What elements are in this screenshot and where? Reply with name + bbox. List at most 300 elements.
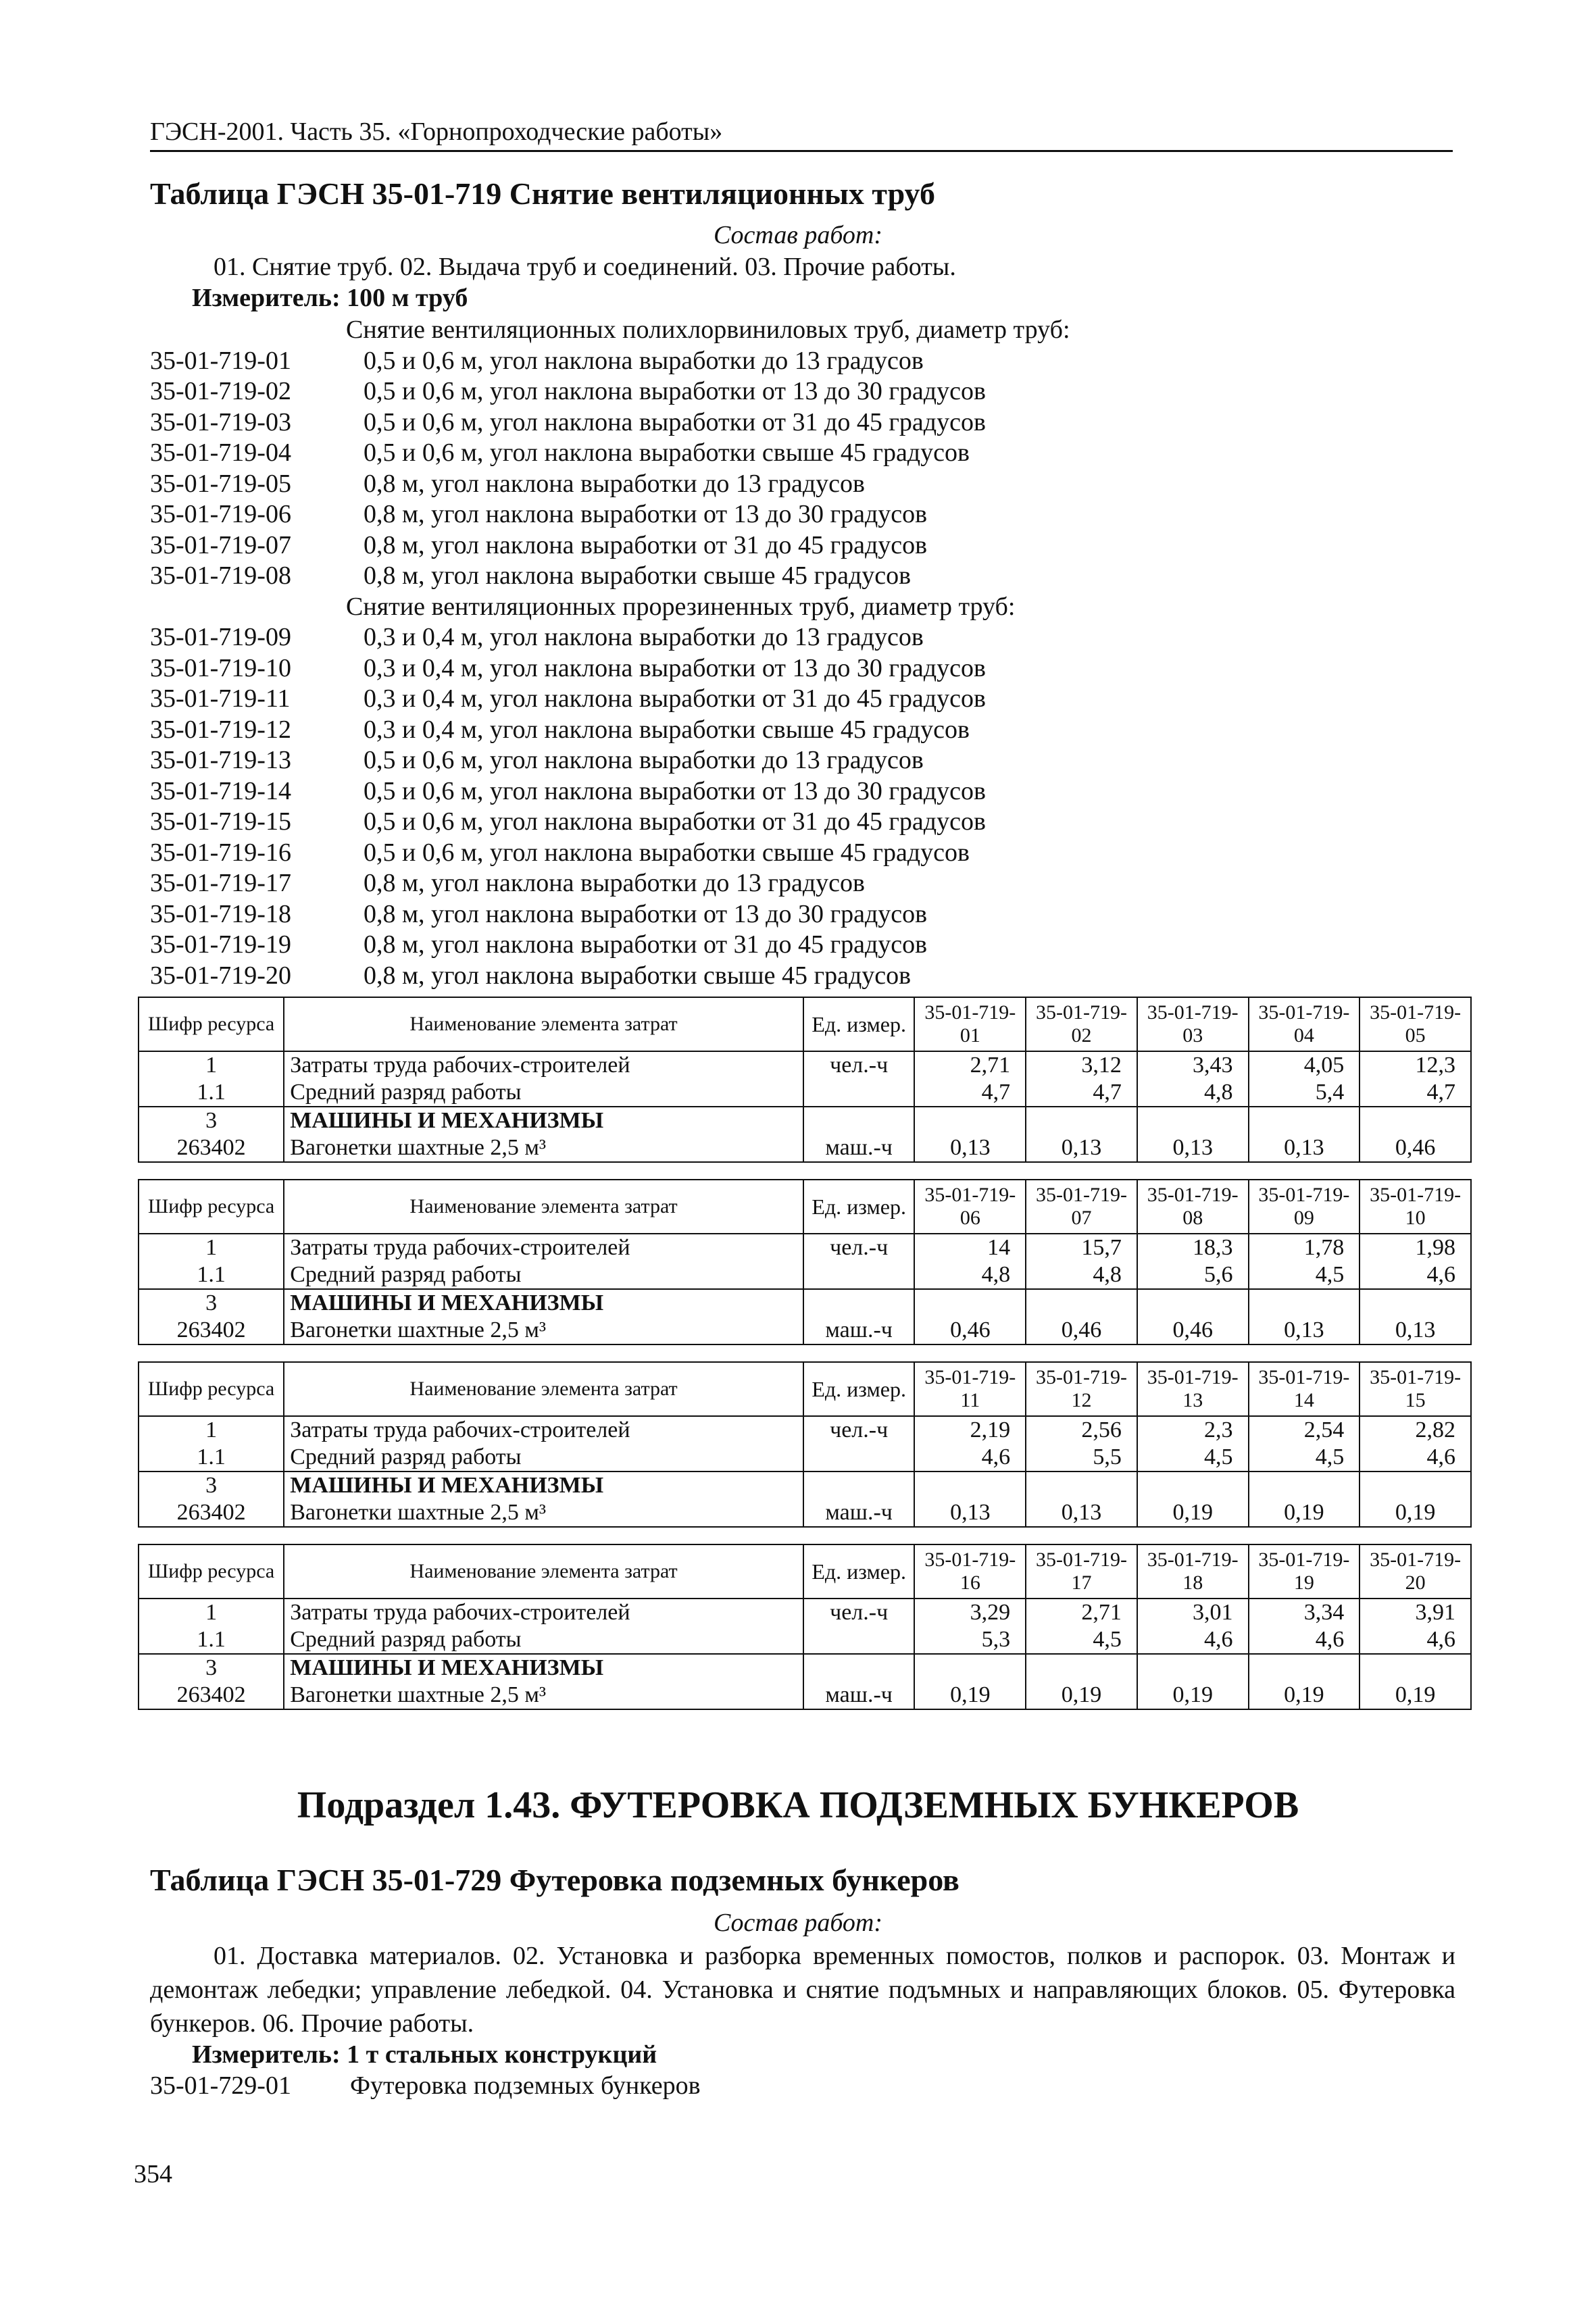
machines-row [139, 1472, 1471, 1527]
labor-value: 3,91 [1415, 1600, 1455, 1625]
unit-cell [803, 1234, 915, 1289]
resource-code-cell [139, 1472, 284, 1527]
wagon-value: 0,13 [950, 1135, 991, 1160]
grade-value: 4,8 [1204, 1080, 1233, 1105]
code-item [150, 407, 1434, 438]
resource-code-cell [139, 1107, 284, 1162]
header-resource-code: Шифр ресурса [139, 1180, 284, 1234]
measure-unit: Измеритель: 1 т стальных конструкций [192, 2040, 657, 2069]
value-empty [1360, 1290, 1470, 1317]
code-item [150, 715, 1434, 746]
grade-value: 4,6 [1204, 1627, 1233, 1652]
labor-value: 2,3 [1204, 1417, 1233, 1442]
machines-heading: МАШИНЫ И МЕХАНИЗМЫ [290, 1655, 604, 1680]
value-cell [914, 1107, 1026, 1162]
value-cell [914, 1234, 1026, 1289]
resource-code-cell [139, 1599, 284, 1654]
resource-code: 1 [205, 1600, 218, 1625]
item-description: 0,8 м, угол наклона выработки от 31 до 45 градусов [364, 530, 928, 559]
wagon-value: 0,46 [1172, 1317, 1213, 1342]
wagon-value: 0,19 [950, 1682, 991, 1707]
machines-heading: МАШИНЫ И МЕХАНИЗМЫ [290, 1108, 604, 1133]
unit-cell [803, 1051, 915, 1107]
resource-code-cell [139, 1289, 284, 1344]
item-code: 35-01-719-13 [150, 746, 291, 774]
element-name-cell [284, 1654, 803, 1709]
code-item [150, 807, 1434, 838]
code-item [150, 961, 1434, 992]
header-norm-code: 35-01-719-17 [1026, 1544, 1137, 1599]
header-norm-code: 35-01-719-04 [1249, 997, 1360, 1051]
element-name-cell [284, 1416, 803, 1472]
element-name-cell [284, 1051, 803, 1107]
unit: маш.-ч [825, 1500, 893, 1525]
resource-code: 263402 [176, 1135, 246, 1160]
unit-empty [804, 1107, 914, 1134]
value-empty [1360, 1472, 1470, 1499]
item-code: 35-01-719-17 [150, 869, 291, 897]
unit: чел.-ч [830, 1235, 889, 1260]
resource-code: 263402 [176, 1317, 246, 1342]
value-empty [1026, 1107, 1137, 1134]
header-element-name: Наименование элемента затрат [284, 997, 803, 1051]
value-cell [1026, 1472, 1137, 1527]
table-header-row [139, 997, 1471, 1051]
wagon-value: 0,13 [1284, 1317, 1324, 1342]
item-code: 35-01-719-16 [150, 838, 291, 867]
item-code: 35-01-719-08 [150, 561, 291, 590]
header-norm-code: 35-01-719-05 [1360, 997, 1471, 1051]
grade-value: 5,3 [981, 1627, 1011, 1652]
resource-code-cell [139, 1654, 284, 1709]
value-cell [1137, 1107, 1249, 1162]
item-code: 35-01-719-10 [150, 653, 291, 682]
wagon-value: 0,13 [1061, 1500, 1102, 1525]
value-empty [1249, 1107, 1360, 1134]
value-cell [914, 1416, 1026, 1472]
item-code: 35-01-719-06 [150, 500, 291, 528]
labor-row [139, 1051, 1471, 1107]
code-item [150, 346, 1434, 377]
resource-code: 3 [205, 1290, 218, 1315]
code-list [150, 315, 1434, 991]
unit: маш.-ч [825, 1135, 893, 1160]
header-norm-code: 35-01-719-16 [914, 1544, 1026, 1599]
unit-empty [804, 1290, 914, 1317]
unit: маш.-ч [825, 1317, 893, 1342]
header-norm-code: 35-01-719-13 [1137, 1362, 1249, 1416]
value-empty [915, 1472, 1025, 1499]
value-empty [1138, 1472, 1248, 1499]
code-item [150, 899, 1434, 930]
value-cell [1137, 1289, 1249, 1344]
grade-value: 4,5 [1315, 1262, 1345, 1287]
item-code: 35-01-719-14 [150, 776, 291, 805]
resource-code: 3 [205, 1108, 218, 1133]
item-description: 0,5 и 0,6 м, угол наклона выработки свыше 45 градусов [364, 838, 970, 867]
measure-unit: Измеритель: 100 м труб [192, 284, 468, 312]
value-cell [1249, 1599, 1360, 1654]
resource-code: 1.1 [197, 1444, 226, 1469]
unit-cell [803, 1416, 915, 1472]
unit-cell [803, 1599, 915, 1654]
wagon-value: 0,46 [1395, 1135, 1436, 1160]
resource-code-cell [139, 1051, 284, 1107]
header-resource-code: Шифр ресурса [139, 1362, 284, 1416]
value-empty [1138, 1107, 1248, 1134]
value-cell [1249, 1107, 1360, 1162]
value-cell [1360, 1416, 1471, 1472]
labor-value: 2,19 [970, 1417, 1011, 1442]
element-name: Вагонетки шахтные 2,5 м³ [290, 1500, 547, 1525]
unit-empty [804, 1472, 914, 1499]
item-description: 0,5 и 0,6 м, угол наклона выработки до 13 градусов [364, 346, 924, 375]
item-code: 35-01-719-01 [150, 346, 291, 375]
grade-value: 4,7 [1093, 1080, 1122, 1105]
item-code: 35-01-719-15 [150, 807, 291, 836]
header-norm-code: 35-01-719-01 [914, 997, 1026, 1051]
item-code: 35-01-719-20 [150, 961, 291, 990]
item-description: 0,8 м, угол наклона выработки свыше 45 градусов [364, 561, 912, 590]
header-norm-code: 35-01-719-19 [1249, 1544, 1360, 1599]
running-header: ГЭСН-2001. Часть 35. «Горнопроходческие работы» [150, 116, 1453, 152]
wagon-value: 0,19 [1395, 1682, 1436, 1707]
value-cell [1026, 1289, 1137, 1344]
composition-label: Состав работ: [713, 221, 883, 249]
item-code: 35-01-719-18 [150, 899, 291, 928]
wagon-value: 0,19 [1284, 1500, 1324, 1525]
composition-text: 01. Доставка материалов. 02. Установка и разборка временных помостов, полков и распорок. 03. Монтаж и демонтаж лебедки; управление лебедкой. 04. Установка и снятие подъмных и направляющих блоков. 05. Футеровка бункеров. 06. Прочие работы. [150, 1942, 1455, 2038]
item-code: 35-01-719-02 [150, 377, 291, 405]
value-empty [915, 1107, 1025, 1134]
item-description: 0,3 и 0,4 м, угол наклона выработки свыше 45 градусов [364, 715, 970, 744]
value-cell [1249, 1472, 1360, 1527]
table-title: Таблица ГЭСН 35-01-719 Снятие вентиляционных труб [150, 176, 935, 211]
element-name: Средний разряд работы [290, 1444, 522, 1469]
header-resource-code: Шифр ресурса [139, 1544, 284, 1599]
value-cell [1137, 1654, 1249, 1709]
value-cell [1360, 1107, 1471, 1162]
table-header-row [139, 1180, 1471, 1234]
item-description: 0,5 и 0,6 м, угол наклона выработки от 31 до 45 градусов [364, 807, 986, 836]
code-item [150, 530, 1434, 561]
header-norm-code: 35-01-719-02 [1026, 997, 1137, 1051]
resource-code: 1 [205, 1235, 218, 1260]
code-item [150, 684, 1434, 715]
item-code: 35-01-719-04 [150, 438, 291, 467]
value-cell [1249, 1051, 1360, 1107]
resource-code: 3 [205, 1473, 218, 1498]
item-description: 0,5 и 0,6 м, угол наклона выработки от 13 до 30 градусов [364, 377, 986, 405]
value-cell [1137, 1472, 1249, 1527]
value-cell [1026, 1051, 1137, 1107]
grade-value: 4,8 [1093, 1262, 1122, 1287]
item-code: 35-01-719-09 [150, 623, 291, 651]
labor-value: 18,3 [1193, 1235, 1233, 1260]
machines-row [139, 1654, 1471, 1709]
group-heading: Снятие вентиляционных прорезиненных труб, диаметр труб: [346, 592, 1016, 621]
header-unit: Ед. измер. [803, 1362, 915, 1416]
labor-value: 2,56 [1081, 1417, 1122, 1442]
item-description: Футеровка подземных бункеров [350, 2071, 701, 2100]
labor-value: 4,05 [1303, 1053, 1345, 1078]
item-code: 35-01-719-05 [150, 469, 291, 498]
element-name: Затраты труда рабочих-строителей [290, 1600, 630, 1625]
item-code: 35-01-719-19 [150, 930, 291, 959]
unit-cell [803, 1107, 915, 1162]
grade-value: 4,8 [981, 1262, 1011, 1287]
grade-value: 4,5 [1315, 1444, 1345, 1469]
header-norm-code: 35-01-719-15 [1360, 1362, 1471, 1416]
group-heading: Снятие вентиляционных полихлорвиниловых труб, диаметр труб: [346, 316, 1070, 344]
item-description: 0,3 и 0,4 м, угол наклона выработки от 13 до 30 градусов [364, 653, 986, 682]
item-description: 0,8 м, угол наклона выработки до 13 градусов [364, 469, 865, 498]
value-cell [1026, 1654, 1137, 1709]
code-item [150, 930, 1434, 961]
resource-code: 1.1 [197, 1627, 226, 1652]
unit-cell [803, 1289, 915, 1344]
table-header-row [139, 1362, 1471, 1416]
value-cell [1360, 1289, 1471, 1344]
value-cell [1137, 1234, 1249, 1289]
wagon-value: 0,13 [1395, 1317, 1436, 1342]
resource-table [138, 997, 1472, 1163]
value-cell [1249, 1234, 1360, 1289]
code-item [150, 499, 1434, 530]
element-name: Затраты труда рабочих-строителей [290, 1235, 630, 1260]
value-cell [1026, 1416, 1137, 1472]
code-item [150, 745, 1434, 776]
resource-code-cell [139, 1416, 284, 1472]
labor-value: 14 [987, 1235, 1011, 1260]
unit-empty [804, 1626, 914, 1653]
unit-cell [803, 1472, 915, 1527]
labor-value: 2,82 [1415, 1417, 1455, 1442]
element-name-cell [284, 1234, 803, 1289]
labor-value: 1,78 [1303, 1235, 1345, 1260]
resource-code: 263402 [176, 1500, 246, 1525]
element-name: Затраты труда рабочих-строителей [290, 1053, 630, 1078]
item-description: 0,8 м, угол наклона выработки от 31 до 45 градусов [364, 930, 928, 959]
grade-value: 4,6 [1426, 1262, 1455, 1287]
wagon-value: 0,46 [1061, 1317, 1102, 1342]
value-empty [915, 1655, 1025, 1682]
grade-value: 4,7 [1426, 1080, 1455, 1105]
item-code: 35-01-719-03 [150, 407, 291, 436]
value-cell [1026, 1599, 1137, 1654]
element-name: Вагонетки шахтные 2,5 м³ [290, 1135, 547, 1160]
value-cell [1026, 1107, 1137, 1162]
item-code: 35-01-729-01 [150, 2071, 291, 2100]
element-name: Средний разряд работы [290, 1262, 522, 1287]
value-cell [1137, 1599, 1249, 1654]
composition-label: Состав работ: [713, 1909, 883, 1937]
value-cell [1249, 1416, 1360, 1472]
wagon-value: 0,13 [1284, 1135, 1324, 1160]
labor-value: 2,54 [1303, 1417, 1345, 1442]
code-item [150, 622, 1434, 653]
value-cell [1360, 1234, 1471, 1289]
value-empty [1138, 1290, 1248, 1317]
subsection-title: Подраздел 1.43. ФУТЕРОВКА ПОДЗЕМНЫХ БУНКЕРОВ [297, 1784, 1299, 1826]
header-norm-code: 35-01-719-08 [1137, 1180, 1249, 1234]
code-item [150, 469, 1434, 500]
value-empty [1360, 1107, 1470, 1134]
unit: чел.-ч [830, 1053, 889, 1078]
resource-code: 3 [205, 1655, 218, 1680]
grade-value: 4,6 [1426, 1627, 1455, 1652]
item-description: 0,8 м, угол наклона выработки свыше 45 градусов [364, 961, 912, 990]
machines-row [139, 1289, 1471, 1344]
header-norm-code: 35-01-719-06 [914, 1180, 1026, 1234]
value-cell [914, 1654, 1026, 1709]
code-item [150, 376, 1434, 407]
labor-value: 3,29 [970, 1600, 1011, 1625]
element-name-cell [284, 1289, 803, 1344]
code-item [150, 868, 1434, 899]
composition-text: 01. Снятие труб. 02. Выдача труб и соединений. 03. Прочие работы. [214, 253, 956, 281]
element-name: Затраты труда рабочих-строителей [290, 1417, 630, 1442]
item-description: 0,5 и 0,6 м, угол наклона выработки от 31 до 45 градусов [364, 407, 986, 436]
value-cell [1249, 1654, 1360, 1709]
item-description: 0,8 м, угол наклона выработки от 13 до 30 градусов [364, 500, 928, 528]
labor-value: 3,01 [1193, 1600, 1233, 1625]
labor-row [139, 1234, 1471, 1289]
unit-empty [804, 1261, 914, 1288]
resource-code: 1 [205, 1417, 218, 1442]
header-norm-code: 35-01-719-12 [1026, 1362, 1137, 1416]
value-cell [1360, 1599, 1471, 1654]
labor-row [139, 1416, 1471, 1472]
grade-value: 4,6 [981, 1444, 1011, 1469]
value-empty [1026, 1655, 1137, 1682]
code-item [150, 438, 1434, 469]
unit-cell [803, 1654, 915, 1709]
labor-value: 3,34 [1303, 1600, 1345, 1625]
grade-value: 4,5 [1093, 1627, 1122, 1652]
resource-code: 1.1 [197, 1080, 226, 1105]
header-unit: Ед. измер. [803, 997, 915, 1051]
element-name: Средний разряд работы [290, 1080, 522, 1105]
unit: чел.-ч [830, 1417, 889, 1442]
resource-code: 263402 [176, 1682, 246, 1707]
value-empty [1360, 1655, 1470, 1682]
wagon-value: 0,13 [1172, 1135, 1213, 1160]
item-description: 0,8 м, угол наклона выработки до 13 градусов [364, 869, 865, 897]
grade-value: 5,4 [1315, 1080, 1345, 1105]
value-cell [1137, 1416, 1249, 1472]
header-norm-code: 35-01-719-14 [1249, 1362, 1360, 1416]
item-description: 0,5 и 0,6 м, угол наклона выработки до 13 градусов [364, 746, 924, 774]
unit-empty [804, 1444, 914, 1471]
value-cell [1249, 1289, 1360, 1344]
item-code: 35-01-719-11 [150, 684, 291, 713]
header-element-name: Наименование элемента затрат [284, 1180, 803, 1234]
machines-row [139, 1107, 1471, 1162]
header-element-name: Наименование элемента затрат [284, 1362, 803, 1416]
value-empty [915, 1290, 1025, 1317]
wagon-value: 0,19 [1284, 1682, 1324, 1707]
wagon-value: 0,13 [950, 1500, 991, 1525]
labor-value: 3,12 [1081, 1053, 1122, 1078]
value-cell [914, 1472, 1026, 1527]
item-description: 0,5 и 0,6 м, угол наклона выработки свыше 45 градусов [364, 438, 970, 467]
page-number: 354 [134, 2160, 172, 2188]
element-name-cell [284, 1472, 803, 1527]
header-unit: Ед. измер. [803, 1180, 915, 1234]
labor-value: 1,98 [1415, 1235, 1455, 1260]
machines-heading: МАШИНЫ И МЕХАНИЗМЫ [290, 1473, 604, 1498]
header-unit: Ед. измер. [803, 1544, 915, 1599]
labor-value: 15,7 [1081, 1235, 1122, 1260]
code-item [150, 653, 1434, 684]
unit-empty [804, 1079, 914, 1106]
item-description: 0,3 и 0,4 м, угол наклона выработки от 31 до 45 градусов [364, 684, 986, 713]
wagon-value: 0,19 [1172, 1682, 1213, 1707]
grade-value: 4,7 [981, 1080, 1011, 1105]
item-code: 35-01-719-12 [150, 715, 291, 744]
value-empty [1249, 1472, 1360, 1499]
grade-value: 4,6 [1315, 1627, 1345, 1652]
code-item [150, 776, 1434, 807]
item-code: 35-01-719-07 [150, 530, 291, 559]
item-description: 0,8 м, угол наклона выработки от 13 до 30 градусов [364, 899, 928, 928]
resource-table [138, 1361, 1472, 1528]
resource-code: 1 [205, 1053, 218, 1078]
value-empty [1138, 1655, 1248, 1682]
unit: маш.-ч [825, 1682, 893, 1707]
value-cell [914, 1051, 1026, 1107]
labor-row [139, 1599, 1471, 1654]
value-cell [1026, 1234, 1137, 1289]
header-resource-code: Шифр ресурса [139, 997, 284, 1051]
header-norm-code: 35-01-719-09 [1249, 1180, 1360, 1234]
value-empty [1026, 1290, 1137, 1317]
wagon-value: 0,13 [1061, 1135, 1102, 1160]
labor-value: 3,43 [1193, 1053, 1233, 1078]
unit: чел.-ч [830, 1600, 889, 1625]
labor-value: 2,71 [970, 1053, 1011, 1078]
value-empty [1026, 1472, 1137, 1499]
element-name: Вагонетки шахтные 2,5 м³ [290, 1317, 547, 1342]
header-norm-code: 35-01-719-20 [1360, 1544, 1471, 1599]
element-name-cell [284, 1599, 803, 1654]
grade-value: 5,6 [1204, 1262, 1233, 1287]
code-item [150, 838, 1434, 869]
resource-table [138, 1544, 1472, 1710]
resource-code: 1.1 [197, 1262, 226, 1287]
value-cell [914, 1289, 1026, 1344]
item-description: 0,5 и 0,6 м, угол наклона выработки от 13 до 30 градусов [364, 776, 986, 805]
header-norm-code: 35-01-719-07 [1026, 1180, 1137, 1234]
table-header-row [139, 1544, 1471, 1599]
code-item [150, 2070, 701, 2101]
wagon-value: 0,19 [1395, 1500, 1436, 1525]
grade-value: 4,5 [1204, 1444, 1233, 1469]
element-name: Средний разряд работы [290, 1627, 522, 1652]
unit-empty [804, 1655, 914, 1682]
code-item [150, 561, 1434, 592]
machines-heading: МАШИНЫ И МЕХАНИЗМЫ [290, 1290, 604, 1315]
value-cell [1137, 1051, 1249, 1107]
table-title: Таблица ГЭСН 35-01-729 Футеровка подземных бункеров [150, 1863, 959, 1897]
resource-table [138, 1179, 1472, 1345]
wagon-value: 0,19 [1061, 1682, 1102, 1707]
labor-value: 12,3 [1415, 1053, 1455, 1078]
resource-code-cell [139, 1234, 284, 1289]
value-cell [1360, 1472, 1471, 1527]
value-empty [1249, 1655, 1360, 1682]
